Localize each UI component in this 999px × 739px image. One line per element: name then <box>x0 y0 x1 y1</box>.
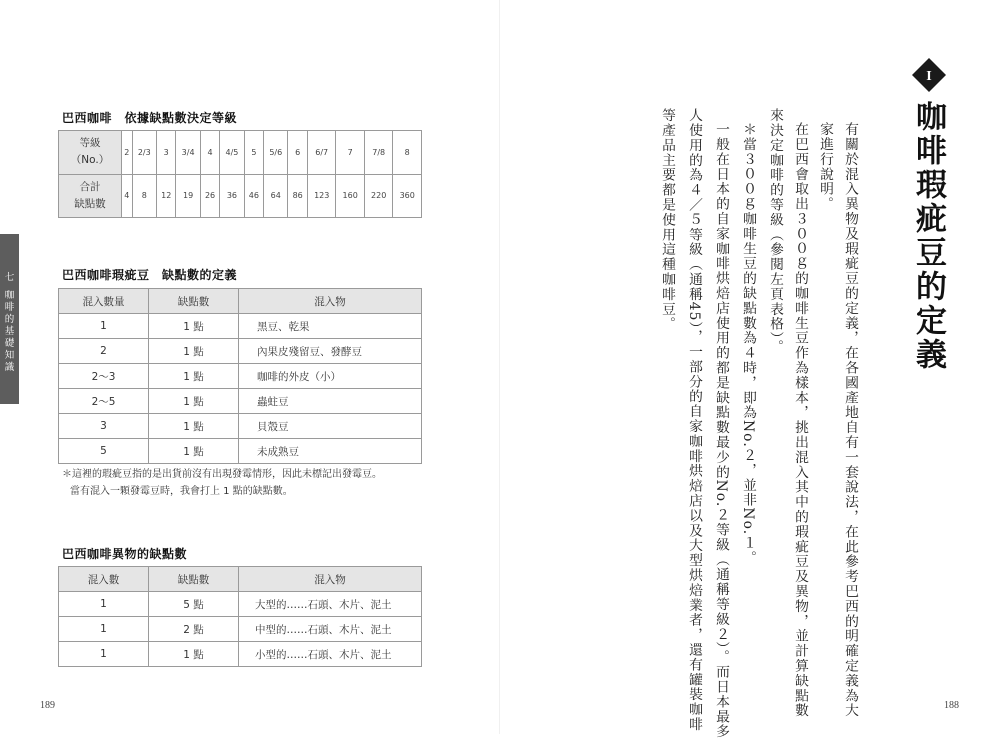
grade-table <box>58 130 422 218</box>
grade-row <box>59 131 422 175</box>
grade-cell: 4 <box>200 131 220 175</box>
side-tab-char: 基 <box>4 326 15 337</box>
defect-row <box>59 364 422 389</box>
defect-total-cell: 12 <box>156 174 176 218</box>
body-column-7: 人使用的為４／５等級（通稱45），一部分的自家咖啡烘焙店以及大型烘焙業者，還有罐裝咖啡 <box>686 108 702 732</box>
table-cell: 2～5 <box>59 389 149 414</box>
side-tab-char: 咖 <box>4 290 15 301</box>
defect-table <box>58 288 422 464</box>
body-column-6: 一般在日本的自家咖啡烘焙店使用的都是缺點數最少的No.２等級（通稱等級２）。而日本最多 <box>713 122 729 739</box>
table-cell: 未成熟豆 <box>239 439 422 464</box>
side-tab-char: 知 <box>4 350 15 361</box>
footnote-line-1: ＊這裡的瑕疵豆指的是出貨前沒有出現發霉情形，因此未標記出發霉豆。 <box>62 469 382 480</box>
body-column-3: 在巴西會取出３００ｇ的咖啡生豆作為樣本，挑出混入其中的瑕疵豆及異物，並計算缺點數 <box>792 122 808 718</box>
body-column-1: 有關於混入異物及瑕疵豆的定義，在各國產地自有一套說法，在此參考巴西的明確定義為大 <box>842 122 858 718</box>
defect-total-cell: 64 <box>264 174 288 218</box>
defect-total-row <box>59 174 422 218</box>
chapter-numeral: I <box>926 69 932 84</box>
defect-total-cell: 220 <box>364 174 392 218</box>
column-header: 缺點數 <box>149 567 239 592</box>
defect-total-cell: 160 <box>336 174 364 218</box>
defect-total-cell: 8 <box>132 174 156 218</box>
table-cell: 5 <box>59 439 149 464</box>
page-gutter <box>499 0 500 734</box>
body-column-8: 等產品主要都是使用這種咖啡豆。 <box>659 108 675 332</box>
table-cell: 1 <box>59 592 149 617</box>
table-cell: 2 <box>59 339 149 364</box>
defect-total-cell: 19 <box>176 174 200 218</box>
body-column-5: ＊當３００ｇ咖啡生豆的缺點數為４時，即為No.２，並非No.１。 <box>740 122 756 566</box>
table-cell: 小型的……石頭、木片、泥土 <box>239 642 422 667</box>
defect-total-cell: 36 <box>220 174 244 218</box>
column-header: 缺點數 <box>149 289 239 314</box>
grade-cell: 3 <box>156 131 176 175</box>
column-header: 混入物 <box>239 289 422 314</box>
foreign-matter-row <box>59 617 422 642</box>
column-header: 混入物 <box>239 567 422 592</box>
table-cell: 大型的……石頭、木片、泥土 <box>239 592 422 617</box>
side-tab-char: 的 <box>4 314 15 325</box>
table-cell: 貝殼豆 <box>239 414 422 439</box>
defect-row <box>59 439 422 464</box>
defect-total-cell: 360 <box>393 174 422 218</box>
grade-cell: 6 <box>288 131 308 175</box>
table-cell: 2～3 <box>59 364 149 389</box>
defect-total-cell: 86 <box>288 174 308 218</box>
defect-total-cell: 46 <box>244 174 264 218</box>
side-tab-char: 啡 <box>4 302 15 313</box>
defect-table-title: 巴西咖啡瑕疵豆 缺點數的定義 <box>62 268 238 282</box>
grade-cell: 2/3 <box>132 131 156 175</box>
table-cell: 咖啡的外皮（小） <box>239 364 422 389</box>
table-cell: 黑豆、乾果 <box>239 314 422 339</box>
table-cell: 3 <box>59 414 149 439</box>
side-tab-number: 七 <box>4 272 15 283</box>
table-cell: 2 點 <box>149 617 239 642</box>
page-number-left: 189 <box>40 700 55 711</box>
defect-total-cell: 26 <box>200 174 220 218</box>
table-cell: 1 點 <box>149 439 239 464</box>
defect-row-header: 合計 缺點數 <box>59 174 122 218</box>
foreign-matter-row <box>59 642 422 667</box>
grade-cell: 7 <box>336 131 364 175</box>
body-column-4: 來決定咖啡的等級（參閱左頁表格）。 <box>767 108 783 355</box>
grade-cell: 3/4 <box>176 131 200 175</box>
table-cell: 1 點 <box>149 364 239 389</box>
table-cell: 1 點 <box>149 339 239 364</box>
foreign-table-title: 巴西咖啡異物的缺點數 <box>62 547 188 561</box>
defect-total-cell: 123 <box>307 174 335 218</box>
foreign-matter-table <box>58 566 422 667</box>
column-header: 混入數 <box>59 567 149 592</box>
table-cell: 內果皮殘留豆、發酵豆 <box>239 339 422 364</box>
defect-row <box>59 389 422 414</box>
table-cell: 1 點 <box>149 314 239 339</box>
chapter-numeral-diamond-icon <box>912 58 946 92</box>
table-header-row <box>59 567 422 592</box>
grade-row-header: 等級 （No.） <box>59 131 122 175</box>
foreign-matter-row <box>59 592 422 617</box>
table-header-row <box>59 289 422 314</box>
grade-cell: 5 <box>244 131 264 175</box>
defect-row <box>59 314 422 339</box>
side-tab-char: 礎 <box>4 338 15 349</box>
table-cell: 1 <box>59 642 149 667</box>
table-cell: 5 點 <box>149 592 239 617</box>
defect-row <box>59 414 422 439</box>
grade-table-title: 巴西咖啡 依據缺點數決定等級 <box>62 111 238 125</box>
table-cell: 蟲蛀豆 <box>239 389 422 414</box>
grade-cell: 5/6 <box>264 131 288 175</box>
chapter-title: 咖啡瑕疵豆的定義 <box>910 100 946 372</box>
table-cell: 中型的……石頭、木片、泥土 <box>239 617 422 642</box>
table-cell: 1 <box>59 617 149 642</box>
table-cell: 1 <box>59 314 149 339</box>
table-cell: 1 點 <box>149 414 239 439</box>
grade-cell: 8 <box>393 131 422 175</box>
defect-row <box>59 339 422 364</box>
footnote-line-2: 當有混入一顆發霉豆時，我會打上 1 點的缺點數。 <box>70 486 293 497</box>
column-header: 混入數量 <box>59 289 149 314</box>
table-cell: 1 點 <box>149 389 239 414</box>
chapter-side-tab <box>0 234 19 404</box>
defect-total-cell: 4 <box>122 174 133 218</box>
side-tab-char: 識 <box>4 362 15 373</box>
grade-cell: 2 <box>122 131 133 175</box>
grade-cell: 6/7 <box>307 131 335 175</box>
body-column-2: 家進行說明。 <box>817 122 833 212</box>
grade-cell: 4/5 <box>220 131 244 175</box>
page-number-right: 188 <box>944 700 959 711</box>
grade-cell: 7/8 <box>364 131 392 175</box>
side-tab-label <box>5 290 15 374</box>
table-cell: 1 點 <box>149 642 239 667</box>
